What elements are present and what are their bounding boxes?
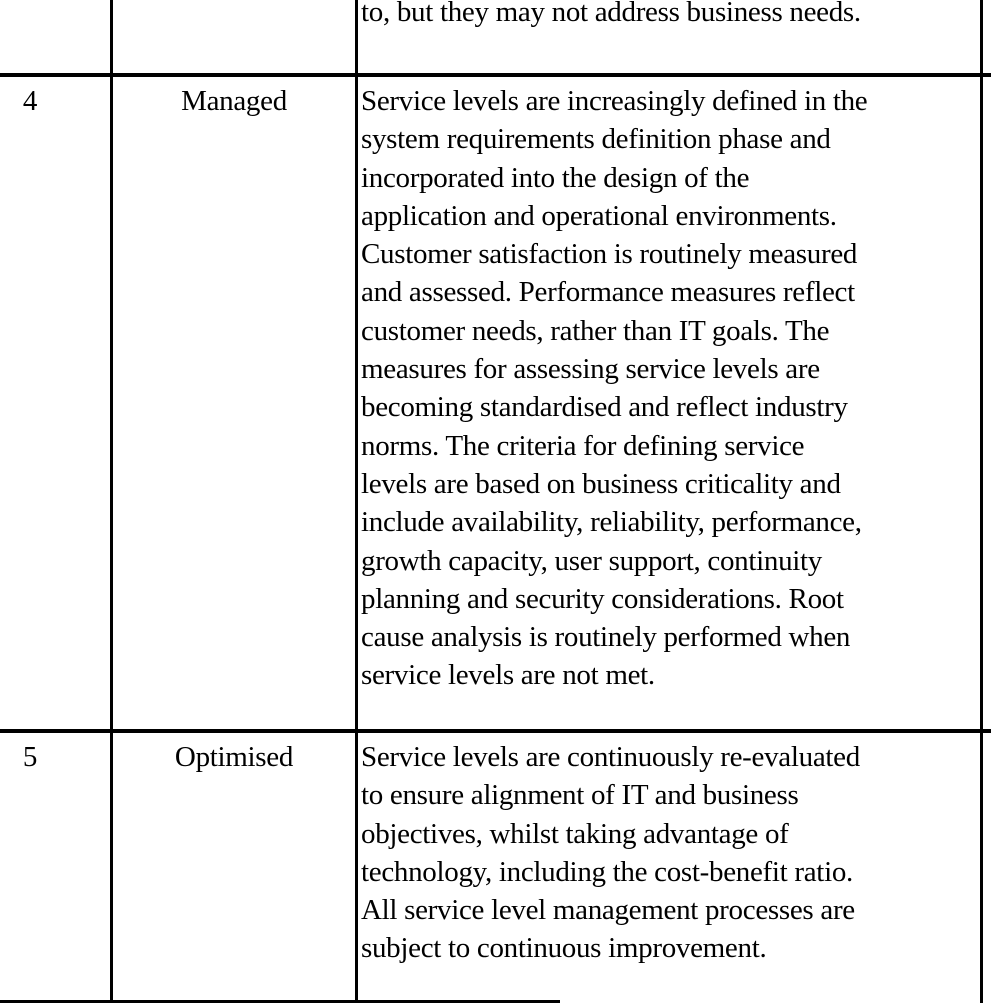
description-cell [358, 77, 983, 729]
level-cell [0, 0, 113, 73]
level-cell [0, 733, 113, 1003]
level-number: 4 [22, 85, 38, 117]
table-row-level-4 [0, 77, 991, 729]
description-text: to, but they may not address business needs. [361, 0, 861, 28]
level-number: 5 [22, 741, 38, 773]
description-cell [358, 733, 983, 1003]
name-cell [113, 733, 358, 1003]
level-name: Optimised [174, 741, 294, 773]
description-text: Service levels are increasingly defined in the system requirements definition phase and incorporated into the design of the application and operational environments. Customer satisfaction is routinely measured and assessed. Performance measures reflect customer needs, rather than IT goals. The measures for assessing service levels are becoming standardised and reflect industry norms. The criteria for defining service levels are based on business criticality and include availability, reliability, performance, growth capacity, user support, continuity planning and security considerations. Root cause analysis is routinely performed when service levels are not met. [361, 85, 868, 692]
table-row-level-5 [0, 733, 991, 1003]
table-row-carryover [0, 0, 991, 73]
name-cell [113, 77, 358, 729]
name-cell [113, 0, 358, 73]
level-cell [0, 77, 113, 729]
level-name: Managed [181, 85, 287, 117]
description-text: Service levels are continuously re-evaluated to ensure alignment of IT and business objectives, whilst taking advantage of technology, including the cost-benefit ratio. All service level management processes are subject to continuous improvement. [361, 741, 860, 965]
description-cell [358, 0, 983, 73]
